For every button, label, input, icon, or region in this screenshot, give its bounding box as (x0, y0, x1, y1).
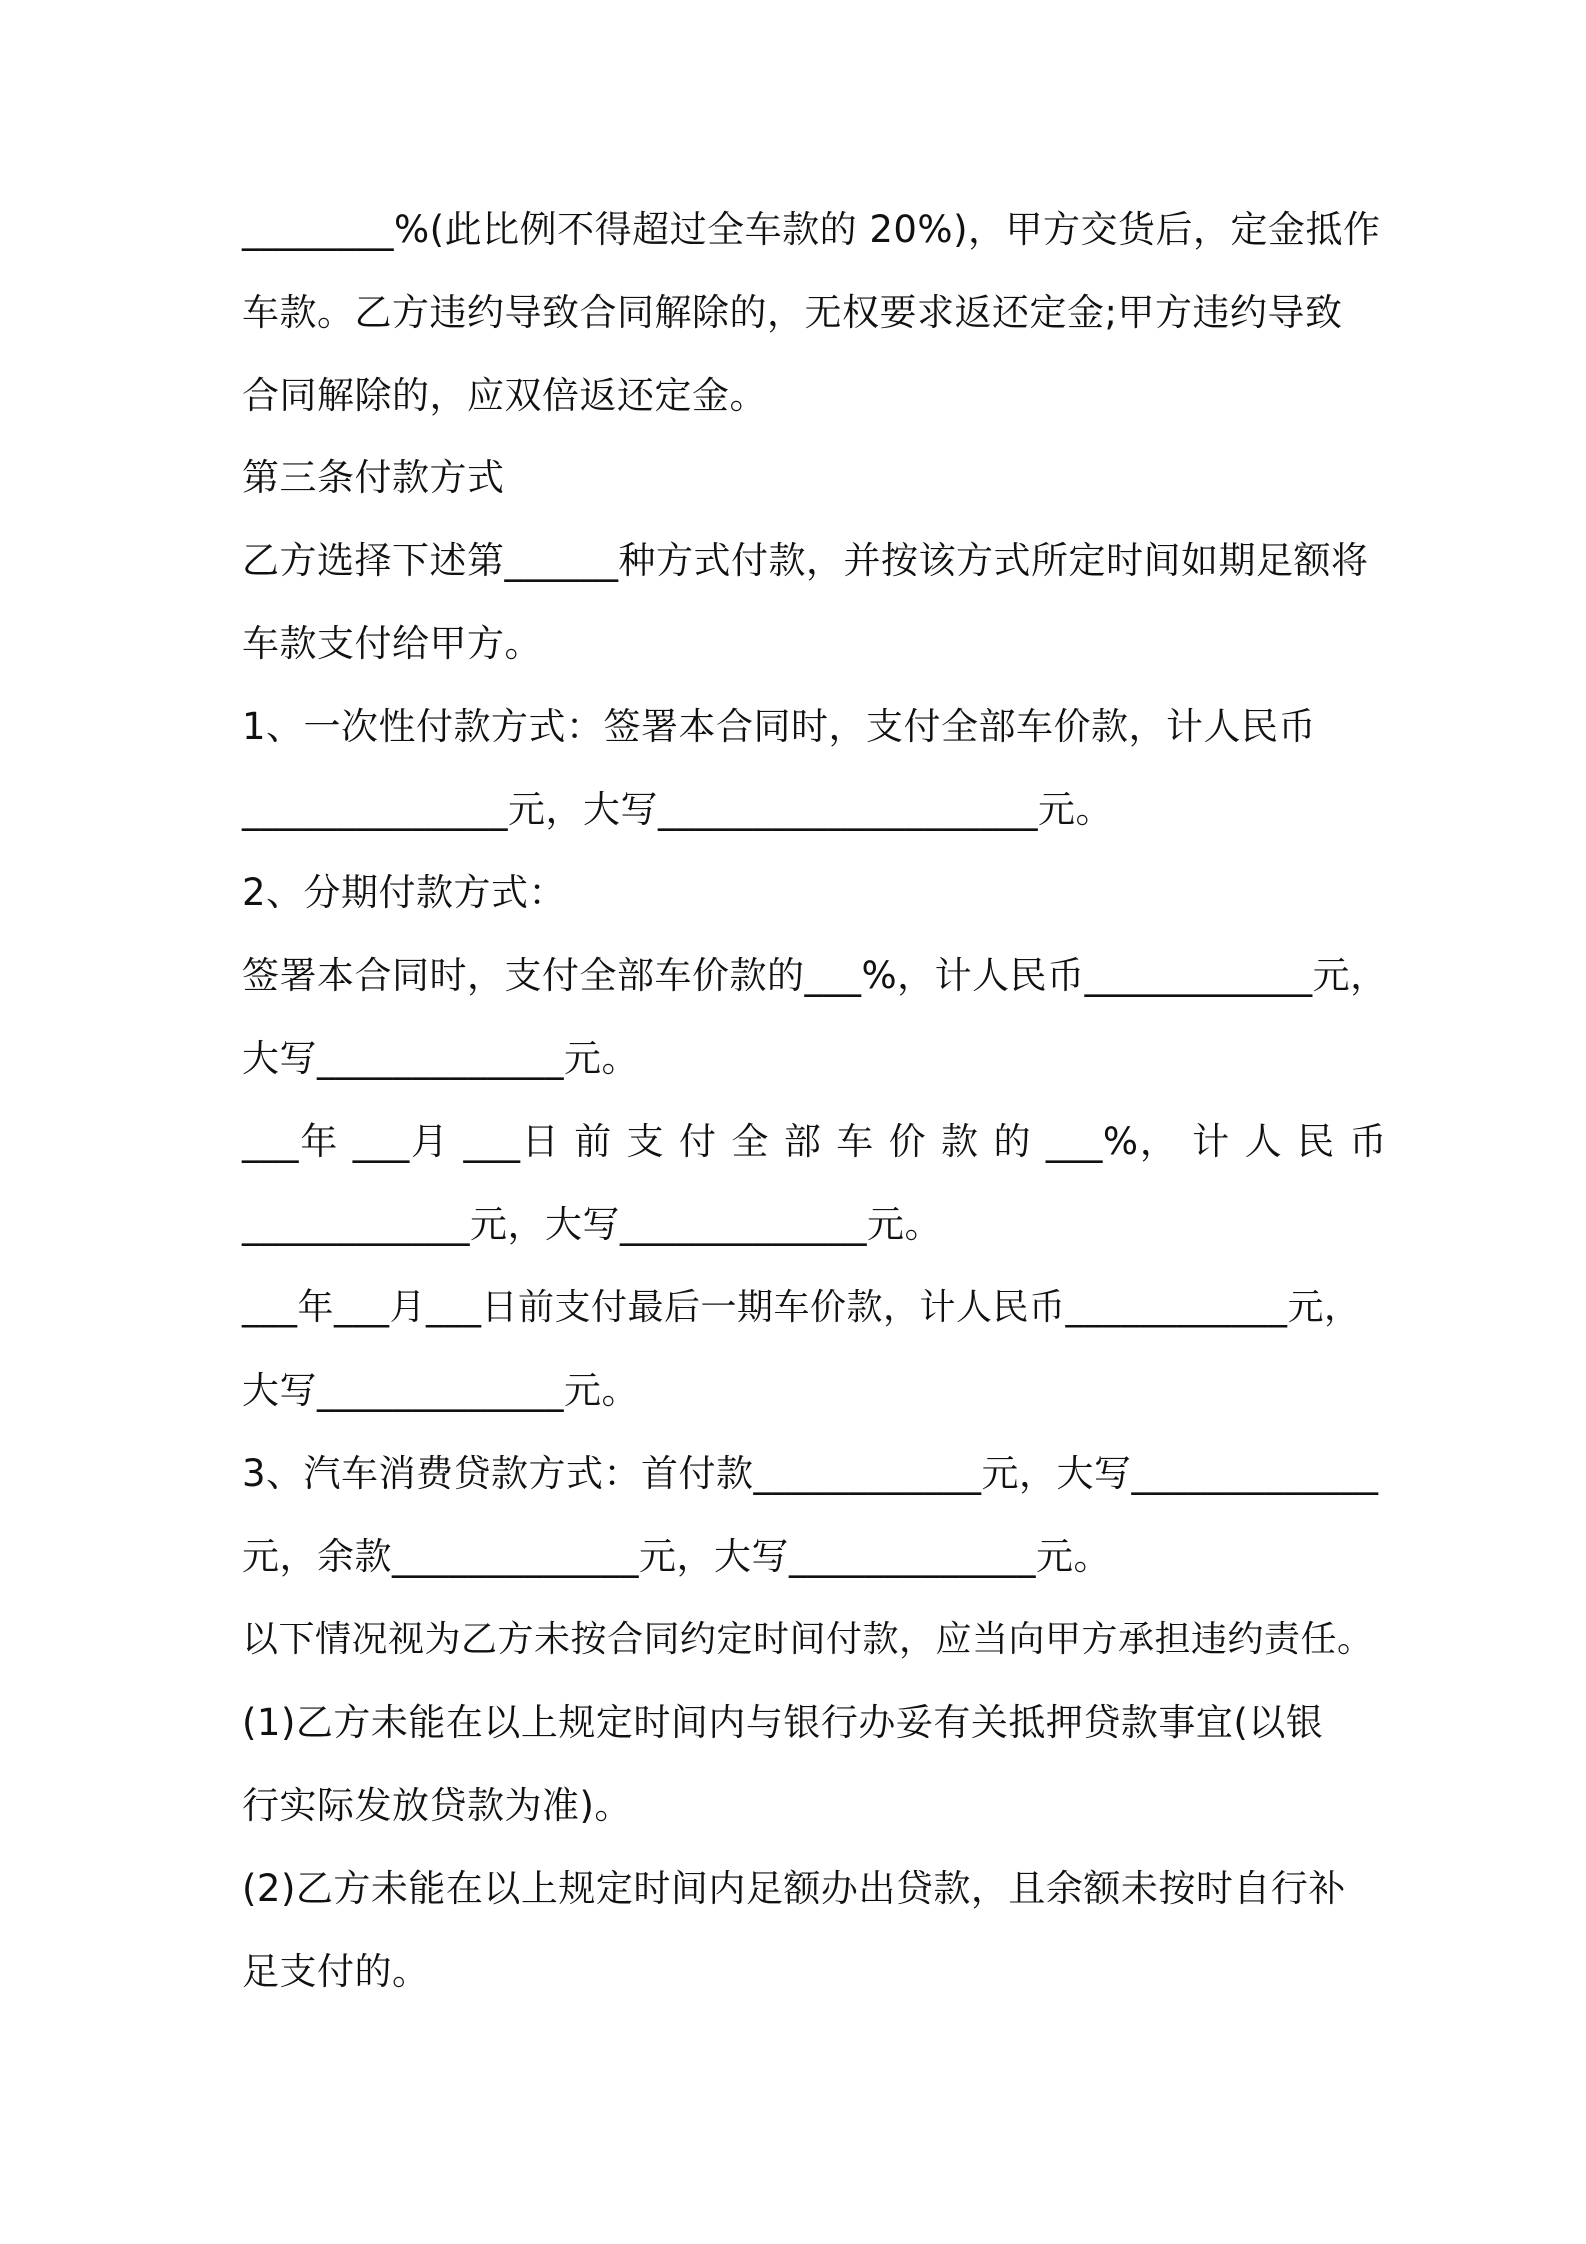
text-line: ____________元，大写_____________元。 (242, 1203, 942, 1246)
text-line: (2)乙方未能在以上规定时间内足额办出贷款，且余额未按时自行补 (242, 1867, 1346, 1910)
text-line: 2、分期付款方式： (242, 871, 567, 914)
text-line: 大写_____________元。 (242, 1037, 639, 1080)
text-line: ______________元，大写____________________元。 (242, 788, 1113, 831)
text-line: 车款。乙方违约导致合同解除的，无权要求返还定金;甲方违约导致 (242, 291, 1343, 334)
text-line: 车款支付给甲方。 (242, 622, 542, 665)
text-line: 合同解除的，应双倍返还定金。 (242, 374, 767, 417)
text-line: 乙方选择下述第______种方式付款，并按该方式所定时间如期足额将 (242, 539, 1369, 582)
text-line: 3、汽车消费贷款方式：首付款____________元，大写_____________ (242, 1452, 1379, 1495)
text-line: ________%(此比例不得超过全车款的 20%)，甲方交货后，定金抵作 (242, 208, 1381, 251)
section-heading: 第三条付款方式 (242, 456, 505, 499)
text-line: 签署本合同时，支付全部车价款的___%，计人民币____________元， (242, 954, 1388, 997)
text-line: 行实际发放贷款为准)。 (242, 1784, 632, 1827)
text-line: ___年___月___日前支付最后一期车价款，计人民币____________元， (242, 1287, 1361, 1328)
text-line: ___年 ___月 ___日 前 支 付 全 部 车 价 款 的 ___%， 计 人 民 币 (242, 1120, 1387, 1163)
text-line: 足支付的。 (242, 1950, 430, 1993)
text-line: 以下情况视为乙方未按合同约定时间付款，应当向甲方承担违约责任。 (242, 1619, 1374, 1660)
text-line: 1、一次性付款方式：签署本合同时，支付全部车价款，计人民币 (242, 705, 1317, 748)
text-line: (1)乙方未能在以上规定时间内与银行办妥有关抵押贷款事宜(以银 (242, 1701, 1324, 1744)
text-line: 大写_____________元。 (242, 1369, 639, 1412)
text-line: 元，余款_____________元，大写_____________元。 (242, 1535, 1111, 1578)
